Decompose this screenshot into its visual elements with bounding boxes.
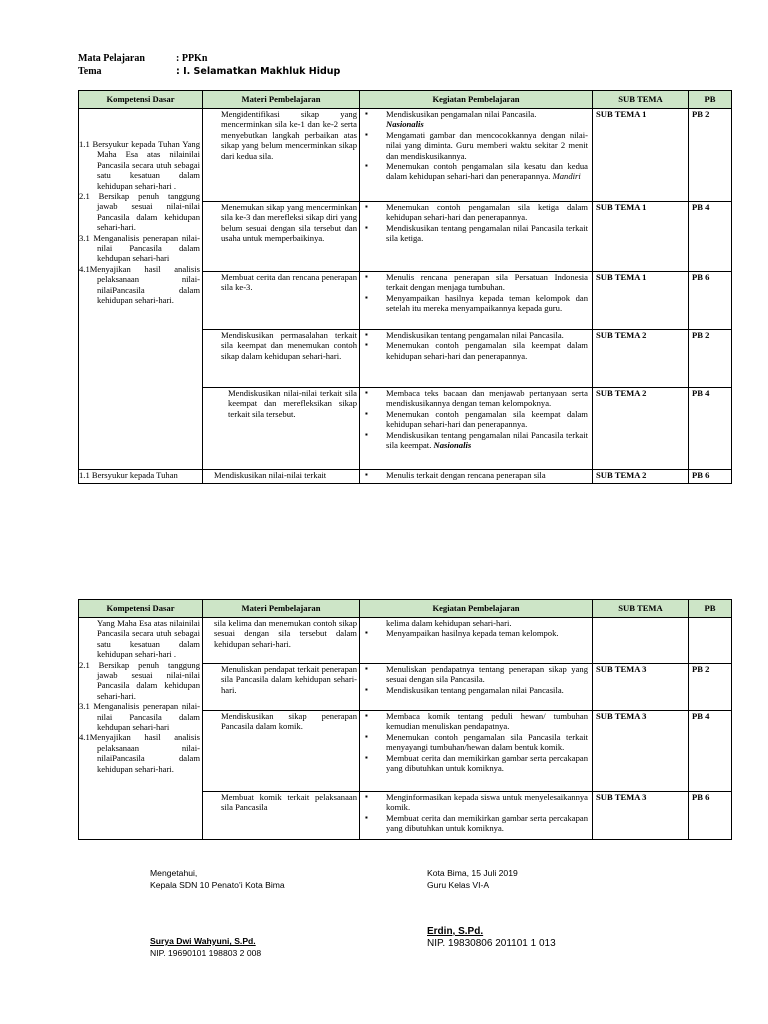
kompetensi-dasar-cell: 1.1 Bersyukur kepada Tuhan <box>79 470 203 484</box>
col-pb: PB <box>689 91 732 109</box>
kegiatan-cell <box>360 109 593 202</box>
sub-tema-cell: SUB TEMA 1 <box>593 109 689 202</box>
pb-cell <box>689 618 732 664</box>
materi-cell: Menuliskan pendapat terkait penerapan sila Pancasila dalam kehidupan sehari-hari. <box>203 664 360 711</box>
materi-cell: Membuat cerita dan rencana penerapan sila ke-3. <box>203 272 360 330</box>
list-item: ▪ Menulis terkait dengan rencana penerapan sila <box>386 470 588 480</box>
pb-cell: PB 6 <box>689 792 732 840</box>
sub-tema-cell: SUB TEMA 2 <box>593 330 689 388</box>
sign-line: Kota Bima, 15 Juli 2019 <box>427 868 518 878</box>
col-kegiatan: Kegiatan Pembelajaran <box>360 600 593 618</box>
sub-tema-cell: SUB TEMA 3 <box>593 664 689 711</box>
list-item: ▪ Membuat cerita dan memikirkan gambar serta percakapan yang dibutuhkan untuk komiknya. <box>386 753 588 774</box>
col-kegiatan: Kegiatan Pembelajaran <box>360 91 593 109</box>
table-header-row <box>79 91 732 109</box>
col-materi: Materi Pembelajaran <box>203 600 360 618</box>
kd-item: 2.1 Bersikap penuh tanggung jawab sesuai nilai-nilai Pancasila dalam kehidupan sehari-hari. <box>79 191 200 233</box>
subject-label: Mata Pelajaran <box>78 53 145 64</box>
pb-cell: PB 4 <box>689 711 732 792</box>
pb-cell: PB 4 <box>689 202 732 272</box>
signatory-nip: NIP. 19690101 198803 2 008 <box>150 948 262 958</box>
sub-tema-cell: SUB TEMA 3 <box>593 711 689 792</box>
materi-cell: Menemukan sikap yang mencerminkan sila ke-3 dan merefleksi sikap diri yang belum sesuai dengan sila tersebut dan usaha untuk memperbaikinya. <box>203 202 360 272</box>
kd-item: 3.1 Menganalisis penerapan nilai-nilai Pancasila dalam kehdupan sehari-hari <box>79 232 200 264</box>
list-item: ▪ Mendiskusikan tentang pengamalan nilai Pancasila terkait sila keempat. Nasionalis <box>386 430 588 451</box>
kegiatan-cell <box>360 618 593 664</box>
sign-line: Mengetahui, <box>150 868 198 878</box>
kd-item: 4.1Menyajikan hasil analisis pelaksanaan nilai-nilaiPancasila dalam kehidupan sehari-hari. <box>79 263 200 306</box>
list-item: ▪ Mendiskusikan pengamalan nilai Pancasila. Nasionalis <box>386 109 588 130</box>
kompetensi-dasar-cell <box>79 618 203 840</box>
signature-teacher <box>427 867 556 950</box>
materi-cell: Membuat komik terkait pelaksanaan sila Pancasila <box>203 792 360 840</box>
list-item: ▪ Membaca teks bacaan dan menjawab pertanyaan serta mendiskusikannya dengan teman kelompoknya. <box>386 388 588 409</box>
list-item: kelima dalam kehidupan sehari-hari. <box>386 618 512 628</box>
list-item: ▪ Mendiskusikan tentang pengamalan nilai Pancasila. <box>386 685 588 695</box>
sub-tema-cell: SUB TEMA 1 <box>593 202 689 272</box>
sign-line: Kepala SDN 10 Penato’i Kota Bima <box>150 880 285 890</box>
kegiatan-cell <box>360 272 593 330</box>
col-pb: PB <box>689 600 732 618</box>
list-item: ▪ Mendiskusikan tentang pengamalan nilai Pancasila terkait sila ketiga. <box>386 223 588 244</box>
list-item: ▪ Membuat cerita dan memikirkan gambar serta percakapan yang dibutuhkan untuk komiknya. <box>386 813 588 834</box>
pb-cell: PB 4 <box>689 388 732 470</box>
kd-item: Yang Maha Esa atas nilainilai Pancasila secara utuh sebagai satu kesatuan dalam kehidupan sehari-hari . <box>97 618 200 660</box>
sub-tema-cell: SUB TEMA 1 <box>593 272 689 330</box>
sub-tema-cell: SUB TEMA 2 <box>593 470 689 484</box>
materi-cell: sila kelima dan menemukan contoh sikap sesuai dengan sila tersebut dalam kehidupan sehari-hari. <box>203 618 360 664</box>
theme-value: : I. Selamatkan Makhluk Hidup <box>176 66 341 77</box>
signatory-nip: NIP. 19830806 201101 1 013 <box>427 938 556 949</box>
table-row <box>79 618 732 664</box>
sign-line: Guru Kelas VI-A <box>427 880 490 890</box>
kompetensi-dasar-cell <box>79 109 203 470</box>
col-sub-tema: SUB TEMA <box>593 600 689 618</box>
kegiatan-cell <box>360 202 593 272</box>
materi-cell: Mengidentifikasi sikap yang mencerminkan sila ke-1 dan ke-2 serta menyebutkan langkah perbaikan atas sikap yang belum mencerminkan sikap dari kedua sila. <box>203 109 360 202</box>
list-item: ▪ Membaca komik tentang peduli hewan/ tumbuhan kemudian menuliskan pendapatnya. <box>386 711 588 732</box>
kegiatan-cell <box>360 664 593 711</box>
list-item: ▪ Menemukan contoh pengamalan sila keempat dalam kehidupan sehari-hari dan penerapannya. <box>386 409 588 430</box>
list-item: ▪ Mengamati gambar dan mencocokkannya dengan nilai-nilai yang diminta. Guru memberi waktu sekitar 2 menit dan mendiskusikannya. <box>386 130 588 161</box>
pb-cell: PB 2 <box>689 330 732 388</box>
table-row <box>79 470 732 484</box>
subject-value: : PPKn <box>176 53 208 64</box>
kegiatan-cell <box>360 388 593 470</box>
materi-cell: Mendiskusikan permasalahan terkait sila keempat dan menemukan contoh sikap dalam kehidupan sehari-hari. <box>203 330 360 388</box>
list-item: ▪ Menemukan contoh pengamalan sila kesatu dan kedua dalam kehidupan sehari-hari dan penerapannya. Mandiri <box>386 161 588 182</box>
table-header-row <box>79 600 732 618</box>
pb-cell: PB 2 <box>689 109 732 202</box>
sub-tema-cell: SUB TEMA 3 <box>593 792 689 840</box>
col-sub-tema: SUB TEMA <box>593 91 689 109</box>
list-item: ▪ Menemukan contoh pengamalan sila keempat dalam kehidupan sehari-hari dan penerapannya. <box>386 340 588 361</box>
pb-cell: PB 6 <box>689 272 732 330</box>
kd-item: 2.1 Bersikap penuh tanggung jawab sesuai nilai-nilai Pancasila dalam kehidupan sehari-hari. <box>79 659 200 701</box>
list-item: ▪ Menulis rencana penerapan sila Persatuan Indonesia terkait dengan menjaga tumbuhan. <box>386 272 588 293</box>
materi-cell: Mendiskusikan nilai-nilai terkait sila keempat dan merefleksikan sikap terkait sila tersebut. <box>203 388 360 470</box>
document-header <box>78 52 340 78</box>
theme-label: Tema <box>78 66 102 77</box>
kd-item: 4.1Menyajikan hasil analisis pelaksanaan nilai-nilaiPancasila dalam kehidupan sehari-hari. <box>79 732 200 774</box>
signatory-name: Surya Dwi Wahyuni, S.Pd. <box>150 936 256 946</box>
table-row <box>79 109 732 202</box>
sub-tema-cell <box>593 618 689 664</box>
sub-tema-cell: SUB TEMA 2 <box>593 388 689 470</box>
list-item: ▪ Menyampaikan hasilnya kepada teman kelompok dan setelah itu mereka menyampaikannya kepada guru. <box>386 293 588 314</box>
lesson-table-2 <box>78 599 732 840</box>
kegiatan-cell <box>360 792 593 840</box>
col-materi: Materi Pembelajaran <box>203 91 360 109</box>
list-item: ▪ Menemukan contoh pengamalan sila Pancasila terkait menyayangi tumbuhan/hewan dalam bentuk komik. <box>386 732 588 753</box>
list-item: ▪ Menuliskan pendapatnya tentang penerapan sikap yang sesuai dengan sila Pancasila. <box>386 664 588 685</box>
materi-cell: Mendiskusikan sikap penerapan Pancasila dalam komik. <box>203 711 360 792</box>
kegiatan-cell <box>360 711 593 792</box>
list-item: ▪ Mendiskusikan tentang pengamalan nilai Pancasila. <box>386 330 588 340</box>
kegiatan-cell <box>360 330 593 388</box>
list-item: ▪ Menyampaikan hasilnya kepada teman kelompok. <box>386 628 588 638</box>
pb-cell: PB 2 <box>689 664 732 711</box>
list-item: ▪ Menemukan contoh pengamalan sila ketiga dalam kehidupan sehari-hari dan penerapannya. <box>386 202 588 223</box>
col-kompetensi-dasar: Kompetensi Dasar <box>79 91 203 109</box>
materi-cell: Mendiskusikan nilai-nilai terkait <box>203 470 360 484</box>
col-kompetensi-dasar: Kompetensi Dasar <box>79 600 203 618</box>
signatory-name: Erdin, S.Pd. <box>427 926 484 937</box>
kd-item: 3.1 Menganalisis penerapan nilai-nilai Pancasila dalam kehdupan sehari-hari <box>79 701 200 733</box>
lesson-table-1 <box>78 90 732 484</box>
pb-cell: PB 6 <box>689 470 732 484</box>
kd-item: 1.1 Bersyukur kepada Tuhan Yang Maha Esa atas nilainilai Pancasila secara utuh sebagai satu kesatuan dalam kehidupan sehari-hari . <box>79 139 200 191</box>
kegiatan-cell <box>360 470 593 484</box>
list-item: ▪ Menginformasikan kepada siswa untuk menyelesaikannya komik. <box>386 792 588 813</box>
signature-principal <box>150 867 285 959</box>
